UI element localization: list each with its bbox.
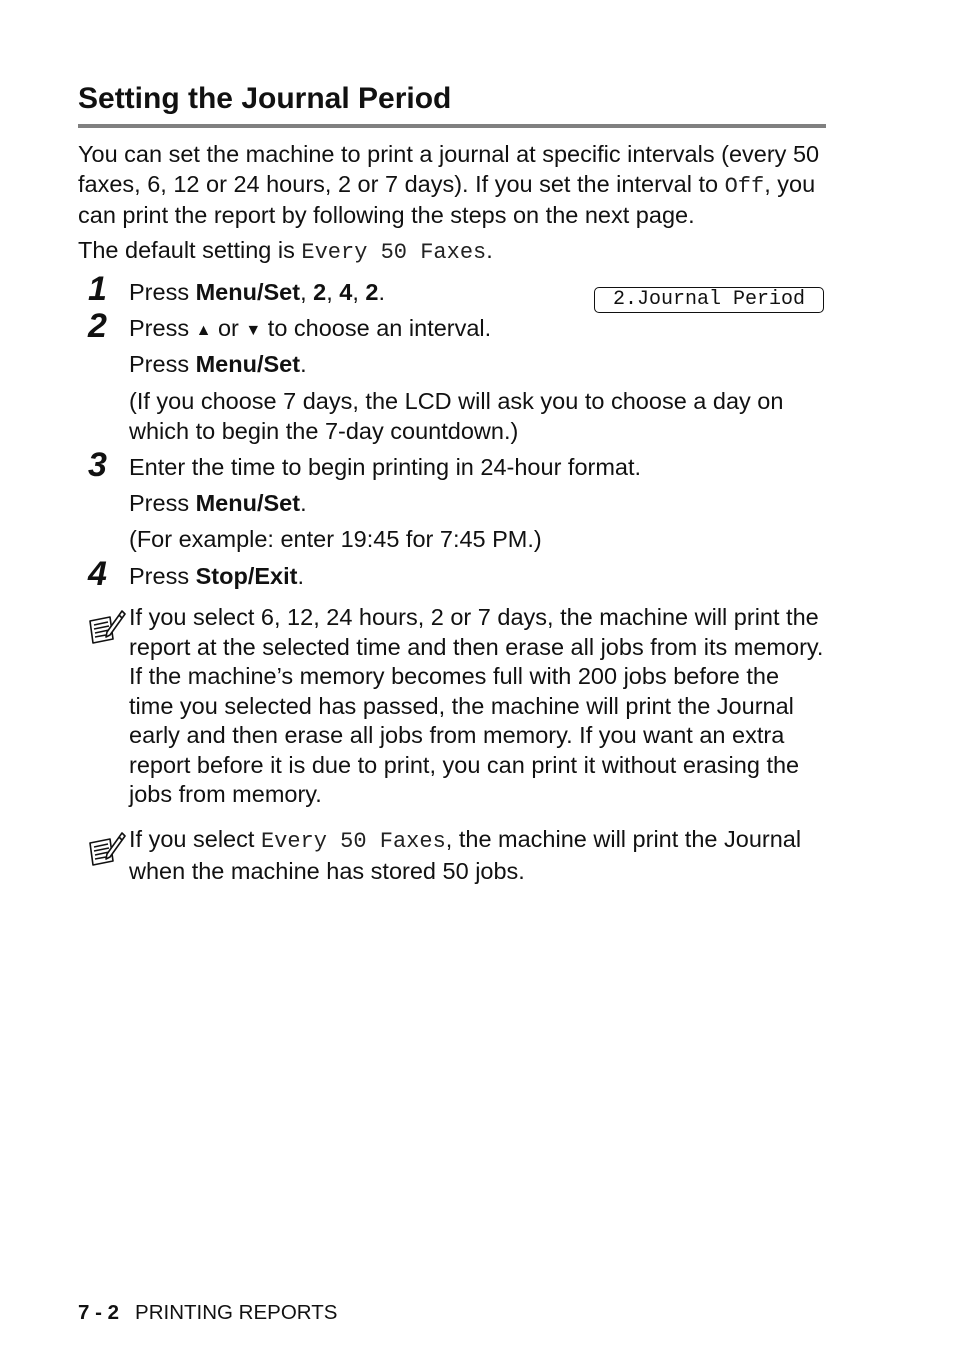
key-menu-set: Menu/Set — [195, 279, 301, 305]
section-name: PRINTING REPORTS — [135, 1301, 338, 1324]
page-title: Setting the Journal Period — [78, 82, 452, 115]
off-value: Off — [724, 173, 765, 199]
press-word: Press — [129, 351, 196, 377]
note-pencil-icon — [86, 831, 126, 871]
default-value: Every 50 Faxes — [301, 240, 487, 265]
step-2-text — [129, 314, 829, 346]
step-2-press-line — [129, 350, 829, 380]
step-3-example: (For example: enter 19:45 for 7:45 PM.) — [129, 526, 542, 552]
default-setting-line — [78, 236, 826, 268]
heading-rule — [78, 124, 826, 128]
key-4: 4 — [339, 279, 353, 305]
period: . — [297, 563, 304, 589]
note-2-text — [129, 825, 829, 886]
period: . — [300, 490, 307, 516]
step-3-press-line — [129, 489, 829, 519]
intro-text-1: You can set the machine to print a journal at specific intervals (every 50 faxes, 6, 12 or 24 hours, 2 or 7 days). If you set the interval to — [78, 141, 820, 197]
press-word: Press — [129, 315, 196, 341]
separator: , — [326, 279, 340, 305]
note-1-text: If you select 6, 12, 24 hours, 2 or 7 days, the machine will print the report at the selected time and then erase all jobs from its memory. If the machine’s memory becomes full with 200 jobs before the time you selected has passed, the machine will print the Journal early and then erase all jobs from memory. If you want an extra report before it is due to print, you can print it without erasing the jobs from memory. — [129, 604, 824, 807]
intro-paragraph — [78, 140, 826, 231]
key-2b: 2 — [365, 279, 379, 305]
default-prefix: The default setting is — [78, 237, 302, 263]
step-2-rest: to choose an interval. — [261, 315, 492, 341]
step-1-number: 1 — [88, 270, 107, 308]
press-word: Press — [129, 490, 196, 516]
key-menu-set: Menu/Set — [195, 490, 301, 516]
step-4-text — [129, 562, 829, 592]
step-2-note: (If you choose 7 days, the LCD will ask you to choose a day on which to begin the 7-day countdown.) — [129, 388, 784, 444]
intro-text-2: , you can print the report by following the steps on the next page. — [78, 170, 816, 228]
press-word: Press — [129, 563, 196, 589]
step-3-text: Enter the time to begin printing in 24-hour format. — [129, 454, 642, 480]
note-2-value: Every 50 Faxes — [260, 829, 446, 854]
or-word: or — [211, 315, 246, 341]
press-word: Press — [129, 279, 196, 305]
down-arrow-icon: ▼ — [245, 322, 262, 339]
key-menu-set: Menu/Set — [195, 351, 301, 377]
step-3-number: 3 — [88, 446, 107, 484]
page-number: 7 - 2 — [78, 1301, 120, 1324]
step-4-number: 4 — [88, 555, 107, 593]
note-2-prefix: If you select — [129, 826, 261, 852]
note-pencil-icon — [86, 609, 126, 649]
up-arrow-icon: ▲ — [195, 322, 212, 339]
key-2: 2 — [313, 279, 327, 305]
default-suffix: . — [486, 237, 493, 263]
step-2-number: 2 — [88, 307, 107, 345]
period: . — [378, 279, 386, 305]
page-footer — [78, 1301, 337, 1325]
separator: , — [352, 279, 366, 305]
period: . — [300, 351, 307, 377]
note-2-suffix: , the machine will print the Journal when the machine has stored 50 jobs. — [129, 826, 802, 884]
lcd-display: 2.Journal Period — [594, 287, 824, 313]
key-stop-exit: Stop/Exit — [195, 563, 298, 589]
separator: , — [300, 279, 314, 305]
